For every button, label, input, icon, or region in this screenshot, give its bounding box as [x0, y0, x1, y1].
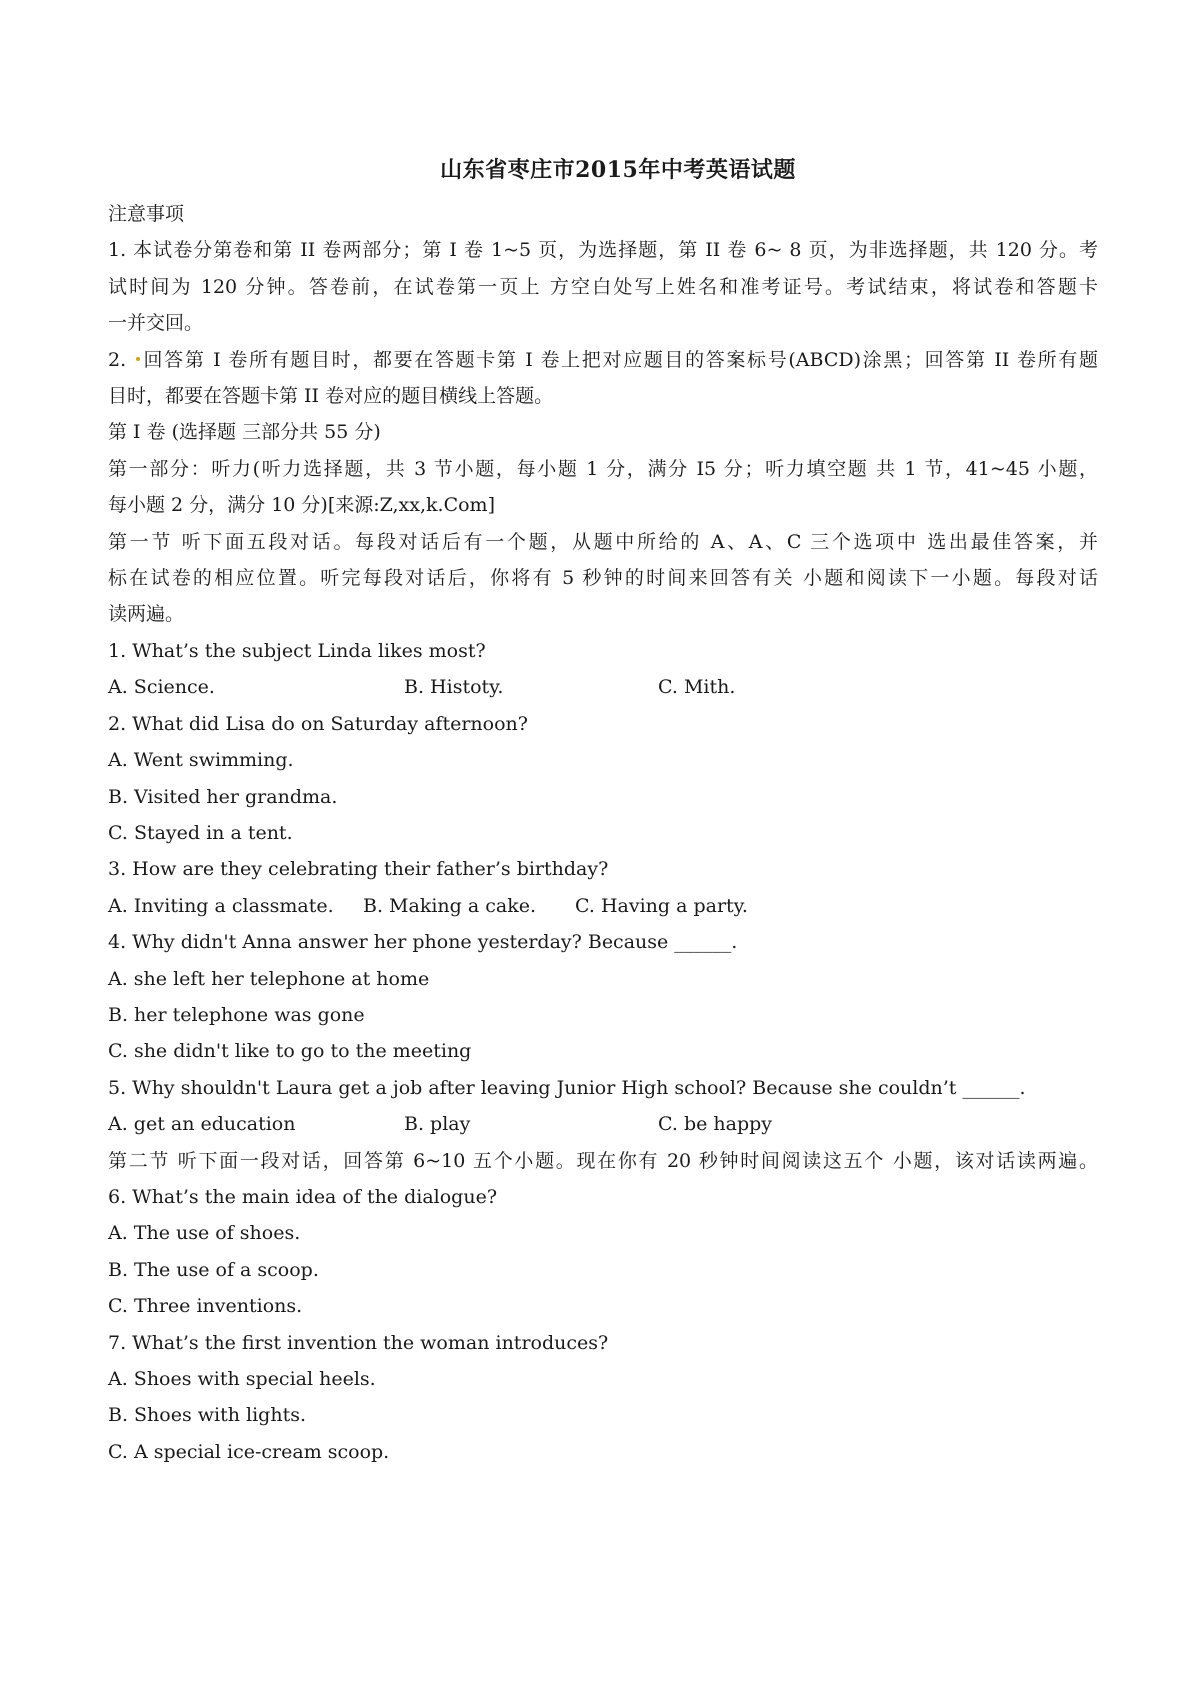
exam-page — [108, 150, 1098, 1470]
option-b: B. Shoes with lights. — [108, 1404, 306, 1427]
notice-item-1-line-3: 一并交回。 — [108, 312, 204, 335]
notice-item-2-line-1 — [108, 342, 1098, 378]
option-a: A. she left her telephone at home — [108, 967, 430, 990]
question-4: 4. Why didn't Anna answer her phone yesterday? Because ______. — [108, 931, 738, 954]
option-a: A. Shoes with special heels. — [108, 1368, 376, 1390]
question-5-options — [108, 1106, 1098, 1142]
option-c: C. be happy — [658, 1113, 773, 1136]
question-3: 3. How are they celebrating their father’s birthday? — [108, 858, 609, 881]
notice-item-2-line-2: 目时，都要在答题卡第 II 卷对应的题目横线上答题。 — [108, 385, 554, 408]
option-b: B. Visited her grandma. — [108, 785, 338, 808]
part1-line-2: 每小题 2 分，满分 10 分)[来源:Z,xx,k.Com] — [108, 494, 495, 517]
question-1: 1. What’s the subject Linda likes most? — [108, 639, 486, 662]
option-c: C. Three inventions. — [108, 1295, 303, 1318]
option-a: A. The use of shoes. — [108, 1222, 301, 1245]
notice-item-1-line-2: 试时间为 120 分钟。答卷前，在试卷第一页上 方空白处写上姓名和准考证号。考试结束，将试卷和答题卡 — [108, 275, 1098, 298]
option-a: A. Science. — [108, 676, 215, 699]
option-b: B. The use of a scoop. — [108, 1258, 319, 1281]
option-a: A. Inviting a classmate. — [108, 894, 334, 917]
option-b: B. Making a cake. — [363, 894, 536, 917]
section1-line-1: 第一节 听下面五段对话。每段对话后有一个题，从题中所给的 A、A、C 三个选项中 选出最佳答案，并 — [108, 530, 1098, 553]
notice-item-1-line-1: 1. 本试卷分第卷和第 II 卷两部分；第 I 卷 1~5 页，为选择题，第 II 卷 6~ 8 页，为非选择题，共 120 分。考 — [108, 239, 1098, 262]
option-c: C. Having a party. — [575, 894, 748, 917]
option-c: C. Mith. — [658, 676, 736, 699]
question-3-options — [108, 888, 1098, 924]
question-1-options — [108, 669, 1098, 705]
section-heading: 第 I 卷 (选择题 三部分共 55 分) — [108, 421, 381, 444]
notice-item-2-text: 回答第 I 卷所有题目时，都要在答题卡第 I 卷上把对应题目的答案标号(ABCD)涂黑；回答第 II 卷所有题 — [141, 348, 1098, 371]
notice-heading: 注意事项 — [108, 203, 185, 225]
option-c: C. A special ice-cream scoop. — [108, 1440, 390, 1463]
option-c: C. Stayed in a tent. — [108, 821, 293, 844]
option-b: B. Histoty. — [404, 676, 504, 699]
option-c: C. she didn't like to go to the meeting — [108, 1040, 472, 1063]
question-7: 7. What’s the first invention the woman introduces? — [108, 1331, 609, 1354]
section1-line-3: 读两遍。 — [108, 603, 185, 626]
page-title: 山东省枣庄市2015年中考英语试题 — [440, 157, 796, 183]
notice-item-2-number: 2. — [108, 348, 127, 371]
section1-line-2: 标在试卷的相应位置。听完每段对话后，你将有 5 秒钟的时间来回答有关 小题和阅读下一小题。每段对话 — [108, 567, 1098, 590]
option-a: A. Went swimming. — [108, 749, 294, 772]
section2-instructions: 第二节 听下面一段对话，回答第 6~10 五个小题。现在你有 20 秒钟时间阅读这五个 小题，该对话读两遍。 — [108, 1149, 1098, 1172]
question-2: 2. What did Lisa do on Saturday afternoon? — [108, 712, 528, 735]
stray-mark-icon — [136, 357, 140, 361]
option-b: B. play — [404, 1113, 471, 1136]
question-5: 5. Why shouldn't Laura get a job after leaving Junior High school? Because she couldn’t ______. — [108, 1076, 1026, 1099]
part1-line-1: 第一部分：听力(听力选择题，共 3 节小题，每小题 1 分，满分 I5 分；听力填空题 共 1 节，41~45 小题， — [108, 457, 1098, 480]
question-6: 6. What’s the main idea of the dialogue? — [108, 1185, 498, 1208]
option-b: B. her telephone was gone — [108, 1003, 365, 1026]
option-a: A. get an education — [108, 1113, 296, 1136]
